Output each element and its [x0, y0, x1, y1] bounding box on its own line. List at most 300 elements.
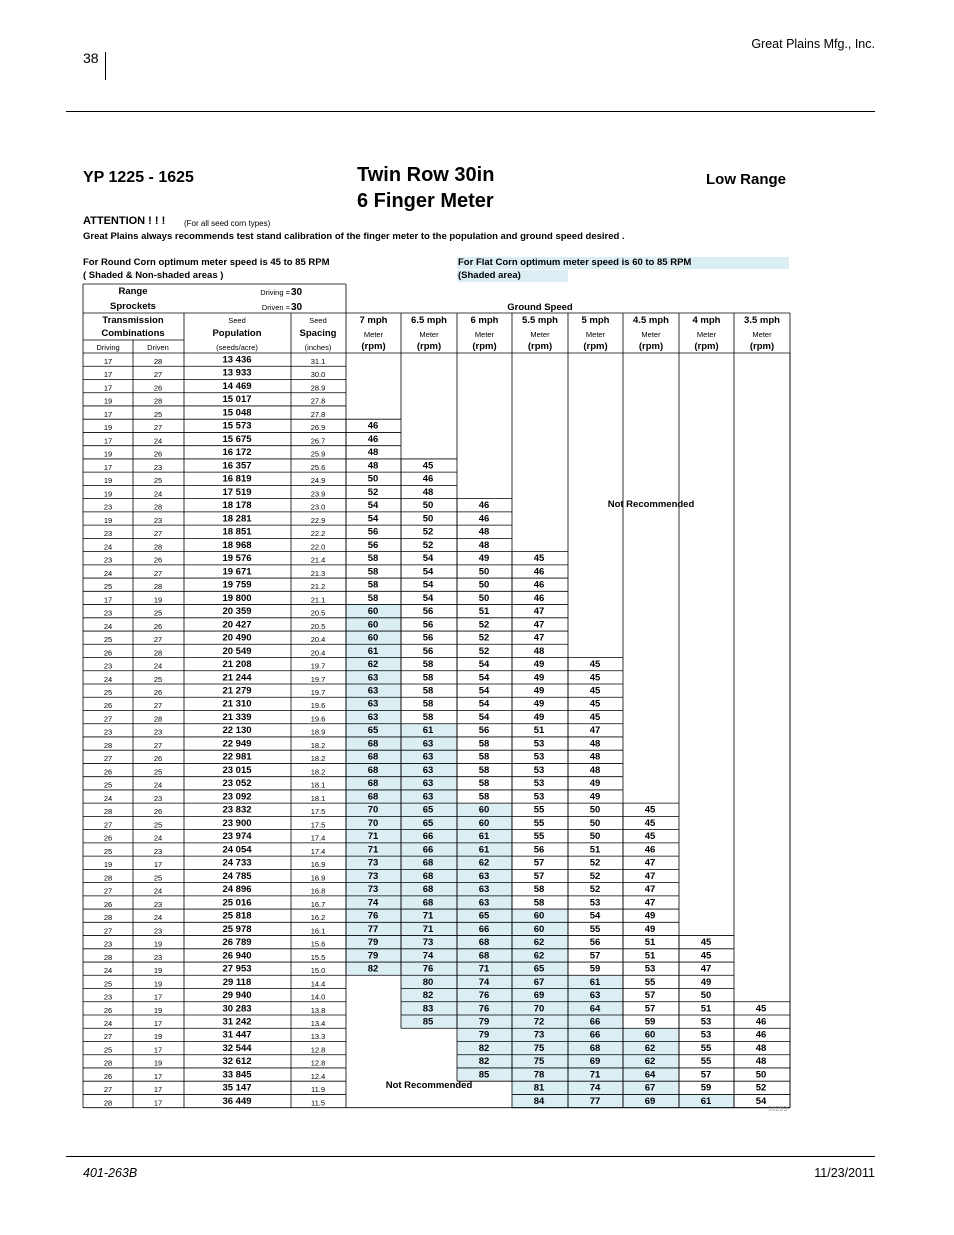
driving-sprocket: 24: [103, 1019, 113, 1028]
population-value: 21 244: [222, 672, 252, 684]
population-value: 25 978: [222, 923, 252, 935]
driving-sprocket: 19: [103, 449, 113, 459]
meter-rpm-value: 46: [533, 566, 545, 578]
driving-sprocket: 27: [103, 714, 113, 724]
driving-sprocket: 25: [103, 582, 113, 592]
meter-rpm-value: 52: [478, 632, 490, 644]
meter-label: Meter: [585, 330, 606, 339]
meter-rpm-value: 54: [422, 592, 434, 604]
meter-rpm-value: 58: [422, 672, 434, 684]
spacing-value: 20.5: [310, 621, 326, 631]
population-value: 18 178: [222, 500, 252, 512]
meter-rpm-value: 55: [700, 1056, 712, 1068]
meter-rpm-value: 56: [367, 539, 379, 551]
meter-rpm-value: 62: [533, 937, 545, 949]
population-value: 23 974: [222, 831, 252, 843]
meter-rpm-value: 46: [367, 420, 379, 432]
spacing-value: 26.7: [310, 436, 326, 446]
meter-rpm-value: 54: [478, 711, 490, 723]
meter-rpm-value: 57: [644, 990, 656, 1002]
population-value: 24 733: [222, 857, 252, 869]
driven-sprocket: 26: [153, 621, 163, 631]
spacing-value: 14.0: [310, 992, 326, 1002]
driven-sprocket: 26: [153, 383, 163, 393]
population-value: 22 981: [222, 751, 252, 763]
meter-rpm-value: 49: [700, 976, 712, 988]
meter-rpm-value: 47: [533, 606, 545, 618]
meter-rpm-value: 82: [422, 990, 434, 1002]
meter-rpm-value: 71: [589, 1069, 601, 1081]
spacing-value: 11.5: [310, 1098, 326, 1108]
meter-rpm-value: 74: [589, 1082, 601, 1094]
meter-rpm-value: 49: [533, 659, 545, 671]
meter-rpm-value: 60: [644, 1029, 656, 1041]
population-value: 19 671: [222, 566, 252, 578]
driven-sprocket: 26: [153, 807, 163, 817]
meter-rpm-value: 50: [589, 831, 601, 843]
meter-rpm-value: 50: [478, 592, 490, 604]
meter-rpm-value: 84: [533, 1095, 545, 1107]
meter-rpm-value: 57: [644, 1003, 656, 1015]
meter-rpm-value: 60: [367, 632, 379, 644]
population-value: 21 339: [222, 711, 252, 723]
meter-rpm-value: 55: [589, 923, 601, 935]
meter-rpm-value: 53: [533, 764, 545, 776]
meter-rpm-value: 71: [422, 910, 434, 922]
round-corn-areas: ( Shaded & Non-shaded areas ): [83, 270, 224, 281]
population-value: 31 447: [222, 1029, 252, 1041]
driving-sprocket: 28: [103, 952, 113, 962]
driven-sprocket: 17: [153, 1071, 163, 1081]
spacing-value: 20.4: [310, 648, 326, 658]
spacing-value: 12.4: [310, 1071, 326, 1081]
meter-rpm-value: 59: [700, 1082, 712, 1094]
population-value: 21 310: [222, 698, 252, 710]
driving-sprocket: 27: [103, 1032, 113, 1042]
population-value: 35 147: [222, 1082, 252, 1094]
meter-rpm-value: 60: [367, 619, 379, 631]
population-value: 20 427: [222, 619, 252, 631]
meter-rpm-value: 71: [367, 844, 379, 856]
population-value: 15 675: [222, 433, 252, 445]
driven-sprocket: 17: [153, 1098, 163, 1108]
spacing-value: 24.9: [310, 476, 326, 486]
meter-rpm-value: 63: [367, 698, 379, 710]
meter-rpm-value: 45: [533, 553, 545, 565]
spacing-value: 23.0: [310, 502, 326, 512]
meter-rpm-value: 72: [533, 1016, 545, 1028]
meter-rpm-value: 45: [589, 711, 601, 723]
meter-rpm-value: 52: [755, 1082, 767, 1094]
population-value: 20 359: [222, 606, 252, 618]
meter-rpm-value: 58: [367, 579, 379, 591]
meter-rpm-value: 54: [478, 698, 490, 710]
meter-rpm-value: 54: [478, 672, 490, 684]
meter-rpm-value: 47: [644, 870, 656, 882]
spacing-value: 15.5: [310, 952, 326, 962]
spacing-value: 22.2: [310, 529, 326, 539]
speed-header: 6.5 mph: [411, 315, 447, 326]
driving-sprocket: 19: [103, 489, 113, 499]
spacing-value: 28.9: [310, 383, 326, 393]
meter-rpm-value: 64: [589, 1003, 601, 1015]
meter-rpm-value: 54: [422, 553, 434, 565]
meter-rpm-value: 79: [478, 1016, 490, 1028]
driving-sprocket: 28: [103, 740, 113, 750]
driven-sprocket: 27: [153, 529, 163, 539]
population-value: 13 933: [222, 367, 252, 379]
meter-label: Meter: [641, 330, 661, 339]
spacing-value: 20.4: [310, 635, 326, 645]
driven-sprocket: 25: [153, 608, 163, 618]
meter-rpm-value: 60: [478, 817, 490, 829]
driven-sprocket: 17: [153, 1085, 163, 1095]
meter-rpm-value: 49: [533, 672, 545, 684]
meter-rpm-value: 63: [422, 791, 434, 803]
meter-rpm-value: 80: [422, 976, 434, 988]
meter-rpm-value: 51: [700, 1003, 712, 1015]
spacing-value: 18.2: [310, 767, 326, 777]
speed-header: 3.5 mph: [744, 315, 780, 326]
meter-rpm-value: 46: [755, 1029, 767, 1041]
meter-rpm-value: 49: [589, 791, 601, 803]
driving-sprocket: 28: [103, 1058, 113, 1068]
population-value: 24 054: [222, 844, 252, 856]
meter-rpm-value: 76: [478, 990, 490, 1002]
rpm-label: (rpm): [749, 341, 775, 352]
meter-rpm-value: 45: [589, 659, 601, 671]
transmission-header: Transmission: [102, 315, 164, 326]
driving-sprocket: 25: [103, 979, 113, 989]
meter-rpm-value: 49: [478, 553, 490, 565]
meter-rpm-value: 57: [589, 950, 601, 962]
meter-rpm-value: 63: [422, 751, 434, 763]
meter-rpm-value: 53: [533, 751, 545, 763]
driven-sprocket: 17: [153, 992, 163, 1002]
meter-rpm-value: 54: [422, 579, 434, 591]
population-value: 36 449: [222, 1095, 252, 1107]
meter-rpm-value: 57: [700, 1069, 712, 1081]
meter-rpm-value: 63: [367, 672, 379, 684]
meter-rpm-value: 63: [478, 897, 490, 909]
page-title-line2: 6 Finger Meter: [357, 190, 494, 212]
meter-rpm-value: 61: [478, 831, 490, 843]
population-value: 23 092: [222, 791, 252, 803]
seed-header: Seed: [309, 316, 327, 325]
meter-rpm-value: 50: [589, 817, 601, 829]
meter-rpm-value: 58: [478, 738, 490, 750]
spacing-value: 22.0: [310, 542, 326, 552]
population-value: 13 436: [222, 354, 252, 366]
driven-sprocket: 28: [153, 542, 163, 552]
driven-sprocket: 28: [153, 357, 163, 366]
driven-sprocket: 23: [153, 926, 163, 936]
meter-rpm-value: 51: [533, 725, 545, 737]
meter-rpm-value: 45: [755, 1003, 767, 1015]
population-value: 21 208: [222, 659, 252, 671]
driving-sprocket: 17: [103, 370, 113, 380]
meter-label: Meter: [363, 330, 384, 339]
meter-rpm-value: 60: [533, 910, 545, 922]
meter-rpm-value: 49: [589, 778, 601, 790]
meter-rpm-value: 52: [478, 619, 490, 631]
driven-sprocket: 24: [153, 489, 163, 499]
meter-rpm-value: 68: [422, 897, 434, 909]
meter-rpm-value: 82: [367, 963, 379, 975]
meter-rpm-value: 52: [422, 539, 434, 551]
meter-rpm-value: 85: [422, 1016, 434, 1028]
driving-value: 30: [291, 287, 303, 298]
population-value: 33 845: [222, 1069, 252, 1081]
driven-sprocket: 26: [153, 555, 163, 565]
meter-rpm-value: 68: [422, 884, 434, 896]
population-value: 18 968: [222, 539, 252, 551]
meter-rpm-value: 55: [644, 976, 656, 988]
meter-rpm-value: 54: [422, 566, 434, 578]
meter-rpm-value: 65: [422, 817, 434, 829]
spacing-value: 19.7: [310, 688, 326, 697]
spacing-value: 17.4: [310, 846, 326, 856]
document-number: 401-263B: [83, 1166, 138, 1180]
spacing-value: 21.3: [310, 568, 326, 578]
meter-rpm-value: 56: [422, 632, 434, 644]
meter-rpm-value: 74: [422, 950, 434, 962]
driving-sprocket: 23: [103, 608, 113, 618]
page-number: 38: [83, 50, 99, 66]
meter-rpm-value: 47: [700, 963, 712, 975]
driven-label: Driven =: [261, 303, 290, 312]
driving-sprocket: 24: [103, 966, 113, 976]
meter-rpm-value: 66: [589, 1029, 601, 1041]
meter-rpm-value: 56: [422, 619, 434, 631]
driving-sprocket: 23: [103, 727, 113, 737]
driven-sprocket: 28: [153, 648, 163, 658]
driven-sprocket: 27: [153, 568, 163, 578]
meter-rpm-value: 47: [533, 619, 545, 631]
driving-sprocket: 28: [103, 807, 113, 817]
meter-rpm-value: 45: [422, 460, 434, 472]
spacing-value: 12.8: [310, 1045, 326, 1055]
population-value: 32 544: [222, 1042, 252, 1054]
meter-rpm-value: 71: [478, 963, 490, 975]
meter-rpm-value: 73: [533, 1029, 545, 1041]
driving-sprocket: 27: [103, 1085, 113, 1095]
meter-rpm-value: 56: [589, 937, 601, 949]
driving-sprocket: 23: [103, 992, 113, 1002]
spacing-value: 19.6: [310, 701, 326, 711]
meter-rpm-value: 64: [644, 1069, 656, 1081]
meter-rpm-value: 53: [644, 963, 656, 975]
meter-rpm-value: 46: [478, 513, 490, 525]
population-value: 19 576: [222, 553, 252, 565]
meter-rpm-value: 62: [644, 1056, 656, 1068]
driven-sprocket: 25: [153, 767, 163, 777]
sprockets-header: Sprockets: [110, 301, 156, 312]
range-header: Range: [118, 286, 148, 297]
meter-rpm-value: 58: [422, 711, 434, 723]
meter-rpm-value: 49: [644, 923, 656, 935]
meter-rpm-value: 68: [367, 791, 379, 803]
document-date: 11/23/2011: [814, 1166, 875, 1180]
population-value: 29 940: [222, 990, 252, 1002]
population-value: 23 832: [222, 804, 252, 816]
meter-rpm-value: 54: [478, 659, 490, 671]
population-value: 18 851: [222, 526, 252, 538]
meter-rpm-value: 54: [589, 910, 601, 922]
spacing-value: 13.3: [310, 1032, 326, 1042]
meter-rpm-value: 55: [700, 1042, 712, 1054]
meter-rpm-value: 53: [700, 1029, 712, 1041]
driving-sprocket: 27: [103, 754, 113, 764]
population-value: 16 357: [222, 460, 252, 472]
driven-sprocket: 27: [153, 635, 163, 645]
spacing-value: 17.4: [310, 833, 326, 843]
model-title: YP 1225 - 1625: [83, 169, 194, 186]
meter-rpm-value: 73: [367, 870, 379, 882]
meter-rpm-value: 46: [422, 473, 434, 485]
population-value: 19 800: [222, 592, 252, 604]
meter-rpm-value: 69: [589, 1056, 601, 1068]
meter-rpm-value: 58: [478, 778, 490, 790]
driven-sprocket: 24: [153, 833, 163, 843]
population-value: 19 759: [222, 579, 252, 591]
meter-rpm-value: 82: [478, 1056, 490, 1068]
meter-rpm-value: 50: [700, 990, 712, 1002]
meter-rpm-value: 65: [533, 963, 545, 975]
driving-sprocket: 27: [103, 820, 113, 830]
meter-rpm-value: 48: [589, 764, 601, 776]
meter-rpm-value: 51: [589, 844, 601, 856]
meter-rpm-value: 52: [589, 857, 601, 869]
meter-label: Meter: [419, 330, 439, 339]
meter-label: Meter: [752, 330, 772, 339]
driven-sprocket: 23: [153, 515, 163, 525]
meter-rpm-value: 58: [367, 553, 379, 565]
driven-sprocket: 23: [153, 793, 163, 803]
spacing-value: 21.1: [310, 595, 326, 605]
meter-rpm-value: 79: [367, 950, 379, 962]
meter-rpm-value: 68: [478, 950, 490, 962]
spacing-header: Spacing: [299, 328, 337, 339]
driven-sprocket: 28: [153, 396, 163, 406]
driving-sprocket: 24: [103, 793, 113, 803]
ground-speed-header: Ground Speed: [507, 302, 573, 313]
spacing-value: 15.6: [310, 939, 326, 949]
driven-sprocket: 17: [153, 860, 163, 870]
meter-rpm-value: 46: [755, 1016, 767, 1028]
meter-rpm-value: 68: [367, 738, 379, 750]
spacing-value: 27.8: [310, 396, 326, 406]
driving-sprocket: 23: [103, 555, 113, 565]
range-label: Low Range: [706, 171, 787, 188]
population-value: 26 789: [222, 937, 252, 949]
driven-sprocket: 17: [153, 1045, 163, 1055]
driving-label: Driving =: [260, 288, 290, 297]
meter-rpm-value: 47: [644, 857, 656, 869]
spacing-value: 16.1: [310, 926, 326, 936]
spacing-value: 16.9: [310, 873, 326, 883]
meter-rpm-value: 52: [422, 526, 434, 538]
round-corn-note: For Round Corn optimum meter speed is 45 to 85 RPM: [83, 257, 330, 268]
meter-rpm-value: 76: [422, 963, 434, 975]
meter-rpm-value: 48: [478, 526, 490, 538]
meter-rpm-value: 58: [533, 884, 545, 896]
meter-rpm-value: 63: [589, 990, 601, 1002]
population-value: 24 896: [222, 884, 252, 896]
company-name: Great Plains Mfg., Inc.: [751, 37, 875, 51]
spacing-value: 11.9: [310, 1085, 326, 1095]
meter-rpm-value: 62: [533, 950, 545, 962]
flat-corn-note: For Flat Corn optimum meter speed is 60 to 85 RPM: [458, 257, 692, 268]
driven-sprocket: 25: [153, 476, 163, 486]
meter-rpm-value: 63: [422, 764, 434, 776]
meter-rpm-value: 47: [589, 725, 601, 737]
meter-rpm-value: 73: [422, 937, 434, 949]
meter-rpm-value: 53: [533, 778, 545, 790]
meter-rpm-value: 79: [478, 1029, 490, 1041]
meter-rpm-value: 63: [478, 884, 490, 896]
not-recommended-label: Not Recommended: [385, 1080, 473, 1091]
population-value: 21 279: [222, 685, 252, 697]
driven-header: Driven: [147, 343, 169, 352]
driven-sprocket: 26: [153, 688, 163, 697]
meter-rpm-value: 66: [589, 1016, 601, 1028]
meter-rpm-value: 49: [533, 698, 545, 710]
not-recommended-label: Not Recommended: [607, 499, 695, 510]
meter-label: Meter: [696, 330, 717, 339]
meter-rpm-value: 48: [422, 486, 434, 498]
spacing-value: 30.0: [310, 370, 326, 380]
driven-sprocket: 27: [153, 701, 163, 711]
meter-rpm-value: 48: [478, 539, 490, 551]
spacing-value: 17.5: [310, 807, 326, 817]
combinations-header: Combinations: [101, 328, 165, 339]
meter-rpm-value: 49: [533, 685, 545, 697]
meter-label: Meter: [530, 330, 550, 339]
meter-rpm-value: 48: [755, 1042, 767, 1054]
meter-rpm-value: 61: [478, 844, 490, 856]
meter-rpm-value: 50: [422, 513, 434, 525]
spacing-value: 21.4: [310, 555, 326, 565]
driving-sprocket: 27: [103, 926, 113, 936]
driving-sprocket: 26: [103, 1005, 113, 1015]
meter-rpm-value: 47: [644, 884, 656, 896]
driving-sprocket: 26: [103, 767, 113, 777]
driving-sprocket: 24: [103, 674, 113, 684]
meter-rpm-value: 55: [533, 817, 545, 829]
driving-sprocket: 17: [103, 357, 113, 366]
driven-sprocket: 23: [153, 727, 163, 737]
meter-rpm-value: 66: [422, 844, 434, 856]
driven-sprocket: 27: [153, 740, 163, 750]
population-value: 23 015: [222, 764, 252, 776]
driven-sprocket: 25: [153, 409, 163, 419]
population-value: 15 017: [222, 394, 252, 406]
rpm-label: (rpm): [416, 341, 442, 352]
meter-rpm-value: 66: [478, 923, 490, 935]
driven-sprocket: 25: [153, 674, 163, 684]
meter-rpm-value: 50: [422, 500, 434, 512]
meter-rpm-value: 63: [478, 870, 490, 882]
meter-rpm-value: 63: [422, 778, 434, 790]
spacing-value: 14.4: [310, 979, 326, 989]
meter-rpm-value: 45: [644, 804, 656, 816]
attention-note: (For all seed corn types): [184, 219, 271, 228]
meter-rpm-value: 57: [533, 870, 545, 882]
meter-rpm-value: 67: [533, 976, 545, 988]
meter-rpm-value: 51: [644, 950, 656, 962]
population-value: 25 016: [222, 897, 252, 909]
